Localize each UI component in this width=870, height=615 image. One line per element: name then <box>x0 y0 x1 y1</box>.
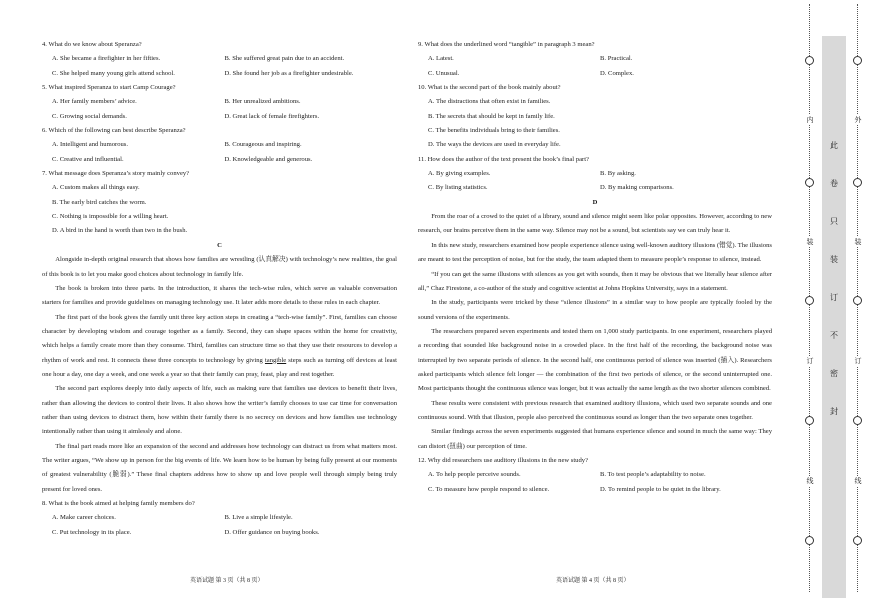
answer-option: C. By listing statistics. <box>428 184 488 192</box>
answer-option: B. She suffered great pain due to an accident. <box>224 55 345 63</box>
passage-paragraph: These results were consistent with previous research that examined auditory illusions, which used two separate sounds and one continuous sound. With that illusion, people also perceived the continuous sound as longer than the two separate ones together. <box>418 399 772 421</box>
passage-paragraph <box>42 311 397 383</box>
notice-char: 此 <box>830 141 838 150</box>
answer-options <box>42 181 397 238</box>
answer-option: D. Great lack of female firefighters. <box>224 112 320 120</box>
binding-hole <box>853 178 862 187</box>
passage-paragraph: In the study, participants were tricked by these “silence illusions” in a similar way to how people are typically fooled by the sound versions of the experiments. <box>418 299 772 321</box>
passage-paragraph: The book is broken into three parts. In the introduction, it shares the tech-wise rules, which serve as valuable conversation starters for families and provide guidelines on managing technology use. It later adds more details to these rules in each chapter. <box>42 284 397 307</box>
notice-char: 密 <box>830 369 838 378</box>
notice-char: 封 <box>830 407 838 416</box>
answer-option: D. Complex. <box>600 69 634 77</box>
answer-option: D. To remind people to be quiet in the library. <box>600 485 721 493</box>
passage-paragraph: Alongside in-depth original research that shows how families are wrestling (认真解决) with technology’s new realities, the goal of this book is to let you make good choices about technology in family life. <box>42 256 397 278</box>
answer-option: A. Her family members’ advice. <box>52 98 137 106</box>
answer-options <box>418 167 772 196</box>
binding-hole <box>805 296 814 305</box>
answer-options <box>418 52 772 81</box>
notice-char: 装 <box>830 255 838 264</box>
answer-option: D. She found her job as a firefighter undesirable. <box>224 69 354 77</box>
answer-option: C. The benefits individuals bring to their families. <box>428 127 560 135</box>
question-stem: 6. Which of the following can best describe Speranza? <box>42 127 186 135</box>
answer-option: D. Knowledgeable and generous. <box>224 155 313 163</box>
paragraph-text: steps such as turning off devices at least one hour a day, one day a week, and one week a year so that their family can pray, feast, play and rest together. <box>42 356 398 378</box>
binding-label: 线 <box>851 476 865 486</box>
answer-option: A. Intelligent and humorous. <box>52 141 128 149</box>
question-stem: 8. What is the book aimed at helping family members do? <box>42 500 195 507</box>
section-heading: D <box>592 198 598 206</box>
answer-options <box>418 95 772 152</box>
binding-hole <box>805 178 814 187</box>
question-stem: 5. What inspired Speranza to start Camp Courage? <box>42 84 176 92</box>
binding-label: 外 <box>851 115 865 125</box>
answer-option: B. Courageous and inspiring. <box>224 141 302 149</box>
passage-paragraph: The researchers prepared seven experiments and tested them on 1,000 study participants. In one experiment, researchers played a recording that sounded like background noise in a crowded place. In the first half of the recording, the background noise was interrupted by two separate periods of silence. In the second half, one continuous period of silence was inserted (插入). Researchers asked participants which silence felt longer — the combination of the first two periods of silence, or the second uninterrupted one. Most participants thought the continuous silence was longer, but it was actually the same length as the two shorter silences combined. <box>418 327 772 393</box>
notice-char: 只 <box>830 217 838 226</box>
binding-label: 线 <box>803 476 817 486</box>
answer-option: A. To help people perceive sounds. <box>428 471 521 479</box>
answer-option: D. By making comparisons. <box>600 184 674 192</box>
binding-label: 装 <box>851 237 865 247</box>
answer-option: B. To test people’s adaptability to noise. <box>600 471 706 479</box>
question-stem: 11. How does the author of the text present the book’s final part? <box>418 155 589 163</box>
binding-strip-outer <box>799 0 821 600</box>
binding-hole <box>853 56 862 65</box>
answer-option: C. Put technology in its place. <box>52 528 132 536</box>
question-stem: 9. What does the underlined word “tangible” in paragraph 3 mean? <box>418 41 595 48</box>
answer-option: A. Latest. <box>428 55 454 63</box>
notice-char: 订 <box>830 293 838 302</box>
notice-char: 不 <box>830 331 838 340</box>
binding-hole <box>805 536 814 545</box>
passage-paragraph: The final part reads more like an expansion of the second and addresses how technology can distract us from what matters most. The writer argues, “We show up in person for the big events of life. We learn how to be human by being fully present at our moments of greatest vulnerability (脆弱).” These final chapters address how to show up and love people well through simply being truly present for loved ones. <box>42 442 397 493</box>
answer-options <box>418 468 772 497</box>
answer-option: B. The secrets that should be kept in family life. <box>428 112 555 120</box>
binding-hole <box>853 416 862 425</box>
answer-option: B. By asking. <box>600 170 636 178</box>
answer-option: A. She became a firefighter in her fifties. <box>52 55 161 63</box>
passage-paragraph: From the roar of a crowd to the quiet of a library, sound and silence might seem like polar opposites. However, according to new research, our brains perceive them in the same way. Silence may not be a sound, but scientists say we can truly hear it. <box>418 213 772 235</box>
answer-option: B. Her unrealized ambitions. <box>224 98 301 106</box>
answer-option: C. She helped many young girls attend school. <box>52 69 175 77</box>
answer-option: B. Practical. <box>600 55 633 63</box>
answer-option: D. Offer guidance on buying books. <box>224 528 320 536</box>
answer-option: D. The ways the devices are used in everyday life. <box>428 141 561 149</box>
binding-label: 装 <box>803 237 817 247</box>
answer-option: A. Custom makes all things easy. <box>52 184 140 192</box>
passage-paragraph: In this new study, researchers examined how people experience silence using well-known auditory illusions (错觉). The illusions are meant to test the perception of noise, but for the study, the team adapted them to measure people’s response to silence, instead. <box>418 241 772 264</box>
binding-notice-bar <box>822 36 846 598</box>
passage-paragraph: Similar findings across the seven experiments suggested that humans experience silence and sound in much the same way: They can distort (扭曲) our perception of time. <box>418 428 772 450</box>
question-stem: 4. What do we know about Speranza? <box>42 41 142 48</box>
answer-option: C. Creative and influential. <box>52 155 124 163</box>
binding-hole <box>853 536 862 545</box>
binding-hole <box>853 296 862 305</box>
answer-options <box>42 138 397 167</box>
answer-option: C. Nothing is impossible for a willing heart. <box>52 213 169 221</box>
answer-option: C. Growing social demands. <box>52 112 127 120</box>
binding-label: 内 <box>803 115 817 125</box>
answer-option: D. A bird in the hand is worth than two in the bush. <box>52 227 188 235</box>
paragraph-text: The first part of the book gives the family unit three key action steps in creating a “tech-wise family”. First, families can choose character by developing wisdom and courage together as a family. Second, they can shape spaces within the home for creativity, which helps a family create more than they consume. Third, families can structure time so that they use their resources to develop a rhythm of work and rest. It connects these three concepts to technology by giving <box>42 313 397 364</box>
answer-option: A. Make career choices. <box>52 514 116 522</box>
answer-option: C. Unusual. <box>428 69 460 77</box>
page-footer-left: 英语试题 第 3 页（共 8 页） <box>190 578 264 584</box>
underlined-word: tangible <box>264 356 287 364</box>
question-stem: 7. What message does Speranza’s story mainly convey? <box>42 170 190 178</box>
answer-option: C. To measure how people respond to silence. <box>428 485 550 493</box>
answer-option: B. Live a simple lifestyle. <box>224 514 293 522</box>
binding-strip-inner <box>847 0 869 600</box>
passage-paragraph: “If you can get the same illusions with silences as you get with sounds, then it may be obvious that we literally hear silence after all,” Chaz Firestone, a co-author of the study and cognitive scientist at Johns Hopkins University, says in a statement. <box>418 270 772 292</box>
binding-label: 订 <box>803 356 817 366</box>
answer-options <box>42 95 397 124</box>
binding-hole <box>805 416 814 425</box>
answer-option: A. The distractions that often exist in families. <box>428 98 551 106</box>
binding-hole <box>805 56 814 65</box>
answer-option: A. By giving examples. <box>428 170 491 178</box>
notice-char: 卷 <box>830 179 838 188</box>
left-column <box>42 38 397 540</box>
question-stem: 10. What is the second part of the book mainly about? <box>418 84 561 92</box>
answer-option: B. The early bird catches the worm. <box>52 198 147 206</box>
page-footer-right: 英语试题 第 4 页（共 8 页） <box>556 578 630 584</box>
passage-paragraph: The second part explores deeply into daily aspects of life, such as making sure that families use devices to benefit their lives, rather than allowing the devices to control their lives. It also shows how the writer’s family chooses to use car time for conversation rather than using devices to distract them, how within their family there is no secrecy on devices and how families use technology intentionally rather than using it aimlessly and alone. <box>42 385 397 436</box>
answer-options <box>42 511 397 540</box>
answer-options <box>42 52 397 81</box>
question-stem: 12. Why did researchers use auditory illusions in the new study? <box>418 456 588 464</box>
right-column <box>418 38 772 497</box>
section-heading: C <box>217 241 222 249</box>
binding-label: 订 <box>851 356 865 366</box>
